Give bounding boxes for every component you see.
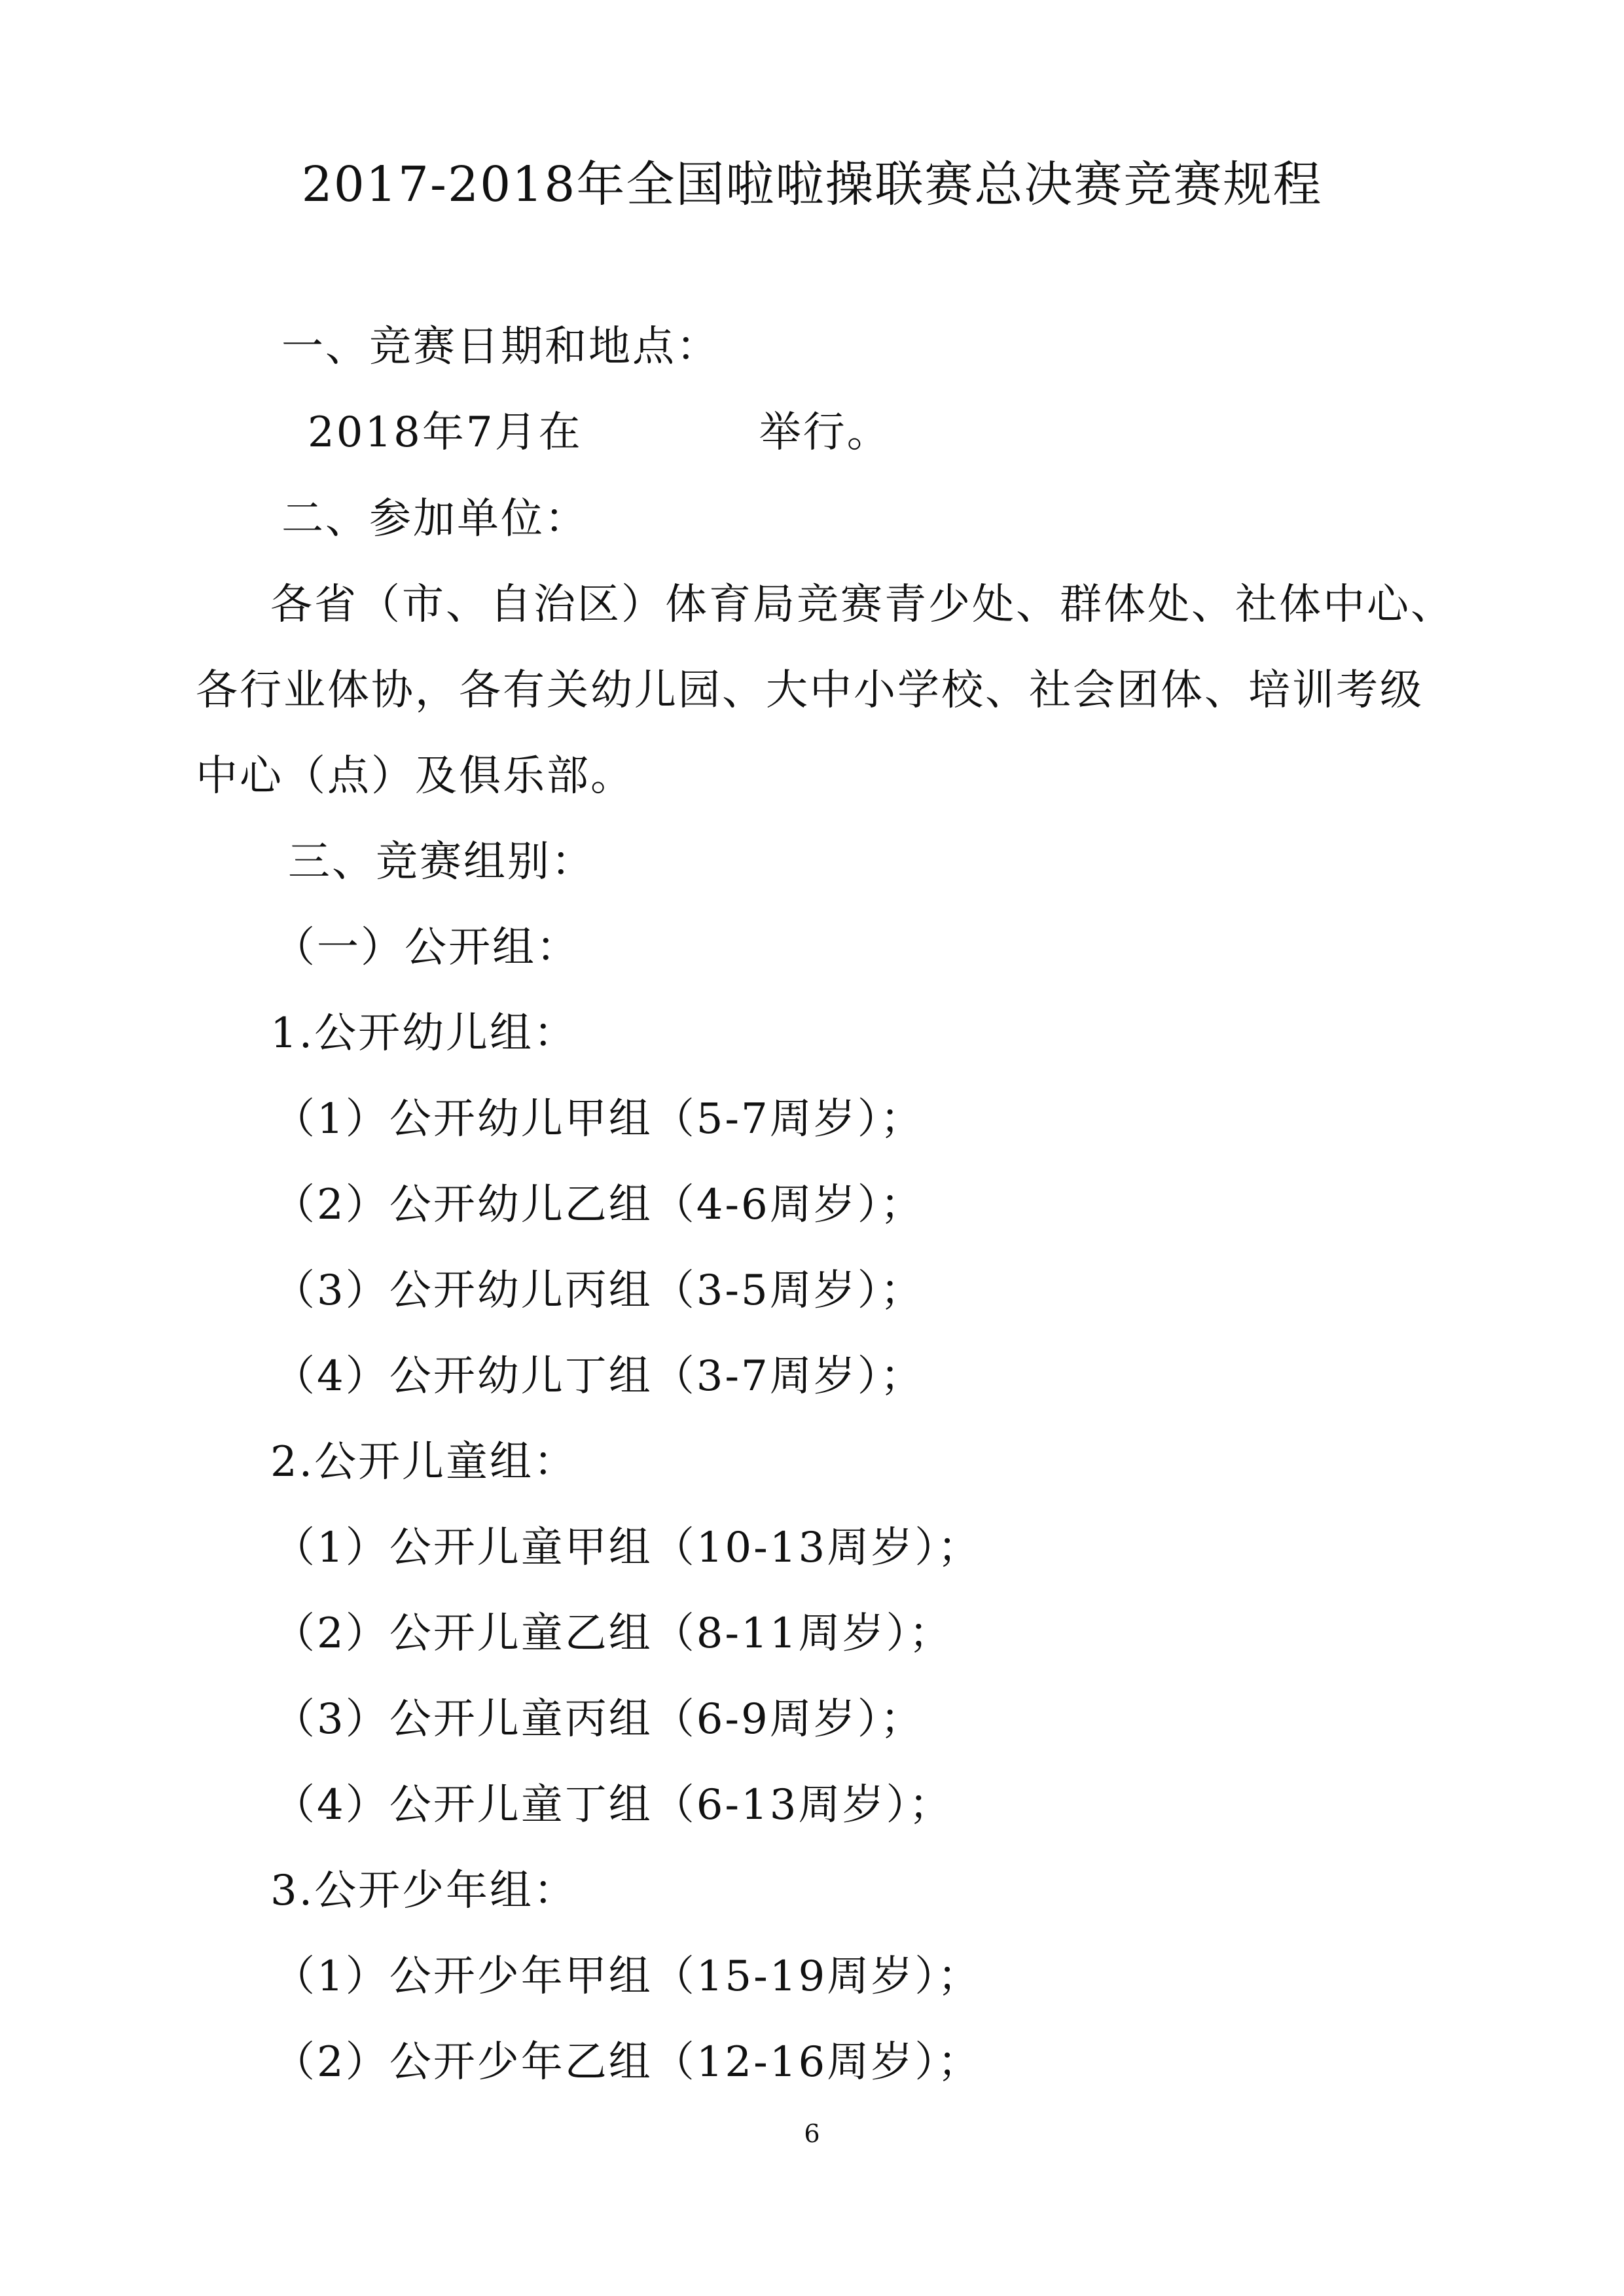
open-youth-heading: 3.公开少年组： xyxy=(270,1867,578,1915)
open-group-heading: （一）公开组： xyxy=(273,924,580,972)
date-location-line xyxy=(308,403,891,462)
date-prefix: 2018年7月在 xyxy=(308,408,583,457)
open-kindergarten-heading: 1.公开幼儿组： xyxy=(270,1009,578,1058)
section-2-heading: 二、参加单位： xyxy=(281,495,588,543)
list-item: （2）公开儿童乙组（8-11周岁）； xyxy=(273,1609,953,1658)
list-item: （2）公开少年乙组（12-16周岁）； xyxy=(273,2038,982,2087)
section-1-heading: 一、竞赛日期和地点： xyxy=(281,323,720,371)
list-item: （4）公开儿童丁组（6-13周岁）； xyxy=(273,1781,953,1829)
list-item: （1）公开儿童甲组（10-13周岁）； xyxy=(273,1524,982,1572)
date-suffix: 举行。 xyxy=(759,408,891,457)
page-number: 6 xyxy=(804,2119,820,2148)
list-item: （3）公开儿童丙组（6-9周岁）； xyxy=(273,1695,924,1744)
open-children-heading: 2.公开儿童组： xyxy=(270,1438,578,1486)
list-item: （4）公开幼儿丁组（3-7周岁）； xyxy=(273,1352,924,1401)
participants-line-2: 各行业体协，各有关幼儿园、大中小学校、社会团体、培训考级 xyxy=(196,666,1424,715)
page-title: 2017-2018年全国啦啦操联赛总决赛竞赛规程 xyxy=(301,156,1323,213)
section-3-heading: 三、竞赛组别： xyxy=(288,838,595,886)
list-item: （2）公开幼儿乙组（4-6周岁）； xyxy=(273,1181,924,1229)
list-item: （1）公开少年甲组（15-19周岁）； xyxy=(273,1952,982,2001)
participants-line-1: 各省（市、自治区）体育局竞赛青少处、群体处、社体中心、 xyxy=(270,581,1454,629)
list-item: （1）公开幼儿甲组（5-7周岁）； xyxy=(273,1095,924,1143)
participants-line-3: 中心（点）及俱乐部。 xyxy=(196,752,634,800)
list-item: （3）公开幼儿丙组（3-5周岁）； xyxy=(273,1266,924,1315)
